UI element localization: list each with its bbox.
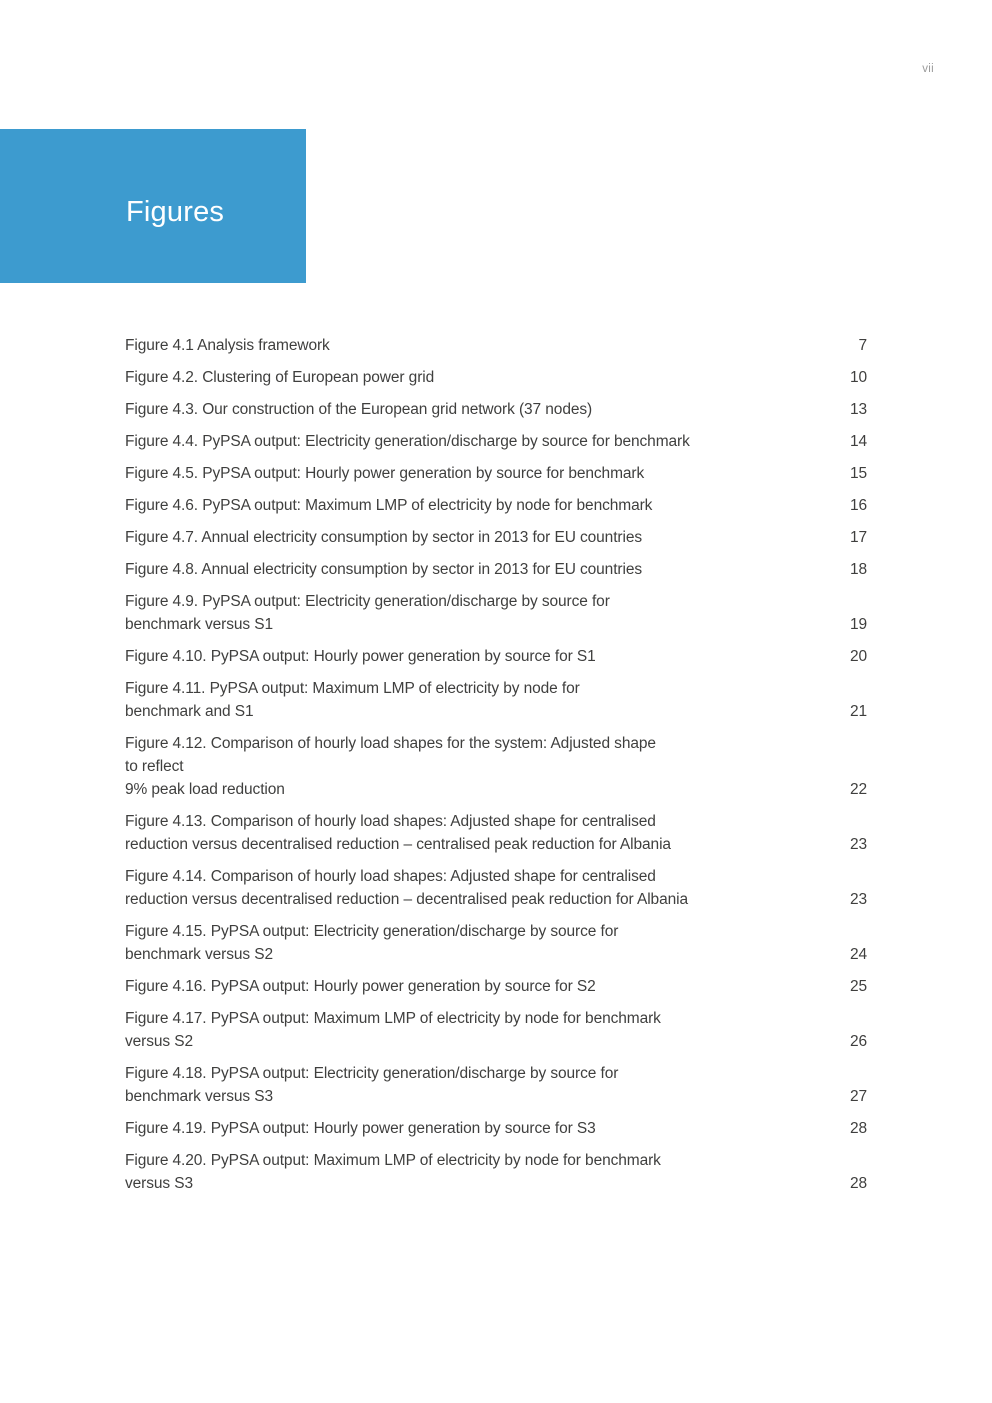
figure-entry xyxy=(125,334,867,357)
figure-entry-label[interactable]: Figure 4.6. PyPSA output: Maximum LMP of electricity by node for benchmark xyxy=(125,497,653,514)
figure-entry-page[interactable]: 20 xyxy=(849,648,867,665)
figure-entry xyxy=(125,677,867,723)
figure-entry-page[interactable]: 22 xyxy=(849,781,867,798)
section-title: Figures xyxy=(126,195,225,228)
figure-entry xyxy=(125,398,867,421)
figure-entry-label[interactable]: Figure 4.13. Comparison of hourly load shapes: Adjusted shape for centralised reduction versus decentralised reduction – centralised peak reduction for Albania xyxy=(125,813,671,853)
figure-entry-page[interactable]: 28 xyxy=(849,1120,867,1137)
figure-entry-page[interactable]: 13 xyxy=(849,401,867,418)
figure-entry-page[interactable]: 21 xyxy=(849,703,867,720)
figure-entry-label[interactable]: Figure 4.19. PyPSA output: Hourly power generation by source for S3 xyxy=(125,1120,596,1137)
figure-entry-label[interactable]: Figure 4.20. PyPSA output: Maximum LMP of electricity by node for benchmark versus S3 xyxy=(125,1152,661,1192)
figure-entry xyxy=(125,494,867,517)
figure-entry-page[interactable]: 14 xyxy=(849,433,867,450)
figures-list xyxy=(125,334,867,1204)
figure-entry xyxy=(125,1149,867,1195)
figure-entry-label[interactable]: Figure 4.12. Comparison of hourly load shapes for the system: Adjusted shape to reflect 9% peak load reduction xyxy=(125,735,656,798)
figure-entry-page[interactable]: 23 xyxy=(849,836,867,853)
figure-entry-page[interactable]: 18 xyxy=(849,561,867,578)
figure-entry xyxy=(125,430,867,453)
figure-entry-label[interactable]: Figure 4.4. PyPSA output: Electricity generation/discharge by source for benchmark xyxy=(125,433,690,450)
figure-entry-label[interactable]: Figure 4.9. PyPSA output: Electricity generation/discharge by source for benchmark versus S1 xyxy=(125,593,610,633)
figure-entry xyxy=(125,462,867,485)
figure-entry xyxy=(125,810,867,856)
figure-entry xyxy=(125,975,867,998)
figure-entry-label[interactable]: Figure 4.14. Comparison of hourly load shapes: Adjusted shape for centralised reduction versus decentralised reduction – decentralised peak reduction for Albania xyxy=(125,868,688,908)
figure-entry xyxy=(125,558,867,581)
figure-entry-page[interactable]: 10 xyxy=(849,369,867,386)
figure-entry-label[interactable]: Figure 4.8. Annual electricity consumption by sector in 2013 for EU countries xyxy=(125,561,642,578)
figure-entry-label[interactable]: Figure 4.10. PyPSA output: Hourly power generation by source for S1 xyxy=(125,648,596,665)
figure-entry xyxy=(125,1062,867,1108)
figure-entry-label[interactable]: Figure 4.7. Annual electricity consumption by sector in 2013 for EU countries xyxy=(125,529,642,546)
figure-entry-label[interactable]: Figure 4.5. PyPSA output: Hourly power generation by source for benchmark xyxy=(125,465,645,482)
figure-entry-label[interactable]: Figure 4.3. Our construction of the European grid network (37 nodes) xyxy=(125,401,593,418)
figure-entry-page[interactable]: 28 xyxy=(849,1175,867,1192)
figure-entry xyxy=(125,366,867,389)
figure-entry xyxy=(125,526,867,549)
figure-entry-label[interactable]: Figure 4.18. PyPSA output: Electricity generation/discharge by source for benchmark versus S3 xyxy=(125,1065,619,1105)
figure-entry-page[interactable]: 23 xyxy=(849,891,867,908)
section-title-banner xyxy=(0,129,306,283)
figure-entry-page[interactable]: 17 xyxy=(849,529,867,546)
figure-entry-label[interactable]: Figure 4.17. PyPSA output: Maximum LMP of electricity by node for benchmark versus S2 xyxy=(125,1010,661,1050)
figure-entry-label[interactable]: Figure 4.1 Analysis framework xyxy=(125,337,330,354)
figure-entry-page[interactable]: 26 xyxy=(849,1033,867,1050)
figure-entry-page[interactable]: 16 xyxy=(849,497,867,514)
page-number: vii xyxy=(922,63,934,75)
figure-entry-page[interactable]: 25 xyxy=(849,978,867,995)
figure-entry-page[interactable]: 19 xyxy=(849,616,867,633)
figure-entry-label[interactable]: Figure 4.16. PyPSA output: Hourly power generation by source for S2 xyxy=(125,978,596,995)
figure-entry xyxy=(125,920,867,966)
figure-entry xyxy=(125,1007,867,1053)
figure-entry xyxy=(125,645,867,668)
figure-entry-label[interactable]: Figure 4.11. PyPSA output: Maximum LMP of electricity by node for benchmark and S1 xyxy=(125,680,580,720)
figure-entry xyxy=(125,732,867,801)
figure-entry-label[interactable]: Figure 4.15. PyPSA output: Electricity generation/discharge by source for benchmark versus S2 xyxy=(125,923,619,963)
figure-entry xyxy=(125,865,867,911)
figure-entry-page[interactable]: 15 xyxy=(849,465,867,482)
figure-entry-page[interactable]: 27 xyxy=(849,1088,867,1105)
figure-entry xyxy=(125,1117,867,1140)
figure-entry-label[interactable]: Figure 4.2. Clustering of European power grid xyxy=(125,369,435,386)
figure-entry-page[interactable]: 24 xyxy=(849,946,867,963)
figure-entry-page[interactable]: 7 xyxy=(858,337,867,354)
figure-entry xyxy=(125,590,867,636)
